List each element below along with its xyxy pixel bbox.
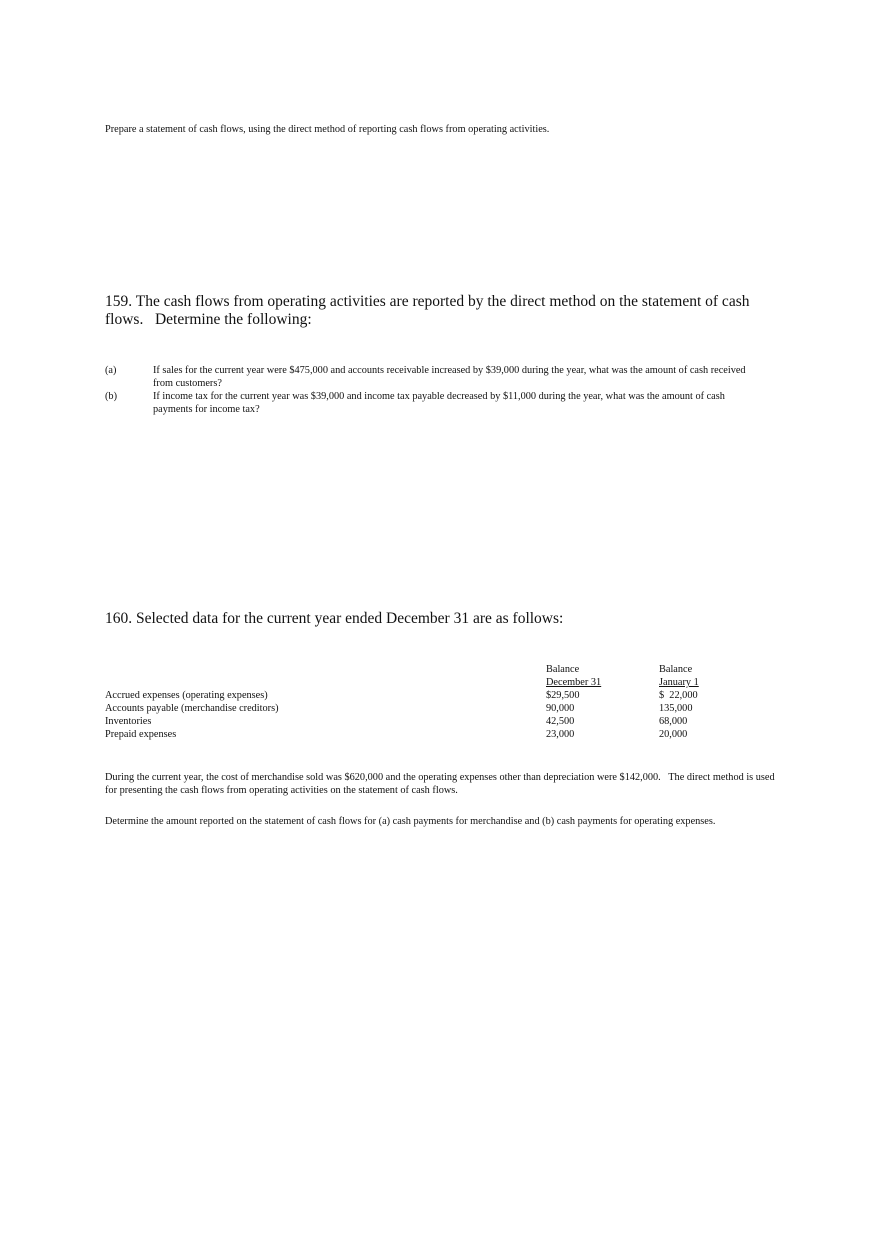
col1-header-bottom: December 31	[546, 677, 602, 688]
item-text: If sales for the current year were $475,000 and accounts receivable increased by $39,000 during the year, what was the amount of cash received from customers?	[153, 365, 746, 389]
row-value-jan1: 20,000	[659, 729, 688, 740]
table-row	[105, 715, 725, 728]
row-label: Inventories	[105, 716, 152, 727]
col2-header-bottom: January 1	[659, 677, 699, 688]
q160-heading: 160. Selected data for the current year ended December 31 are as follows:	[105, 610, 564, 627]
table-header-top	[105, 663, 725, 676]
row-value-jan1: 68,000	[659, 716, 688, 727]
item-text: If income tax for the current year was $39,000 and income tax payable decreased by $11,000 during the year, what was the amount of cash payments for income tax?	[153, 391, 725, 415]
q159-heading-line1: 159. The cash flows from operating activities are reported by the direct method on the statement of cash	[105, 293, 750, 310]
row-label: Prepaid expenses	[105, 729, 177, 740]
intro-instruction: Prepare a statement of cash flows, using the direct method of reporting cash flows from operating activities.	[105, 124, 550, 135]
q159-item-b	[105, 390, 765, 416]
table-row	[105, 689, 725, 702]
row-value-dec31: $29,500	[546, 690, 580, 701]
table-header-bottom	[105, 676, 725, 689]
row-label: Accrued expenses (operating expenses)	[105, 690, 268, 701]
row-value-dec31: 42,500	[546, 716, 575, 727]
q160-paragraph: During the current year, the cost of merchandise sold was $620,000 and the operating expenses other than depreciation were $142,000. The direct method is used for presenting the cash flows from operating activities on the statement of cash flows.	[105, 772, 778, 796]
table-row	[105, 728, 725, 741]
col1-header-top: Balance	[546, 664, 580, 675]
row-value-jan1: $ 22,000	[659, 690, 698, 701]
table-row	[105, 702, 725, 715]
item-label: (a)	[105, 365, 117, 376]
q160-question: Determine the amount reported on the statement of cash flows for (a) cash payments for merchandise and (b) cash payments for operating expenses.	[105, 816, 716, 827]
row-value-dec31: 23,000	[546, 729, 575, 740]
row-label: Accounts payable (merchandise creditors)	[105, 703, 279, 714]
q159-heading-line2: flows. Determine the following:	[105, 311, 312, 328]
col2-header-top: Balance	[659, 664, 693, 675]
q159-item-a	[105, 364, 765, 390]
row-value-jan1: 135,000	[659, 703, 693, 714]
row-value-dec31: 90,000	[546, 703, 575, 714]
item-label: (b)	[105, 391, 118, 402]
